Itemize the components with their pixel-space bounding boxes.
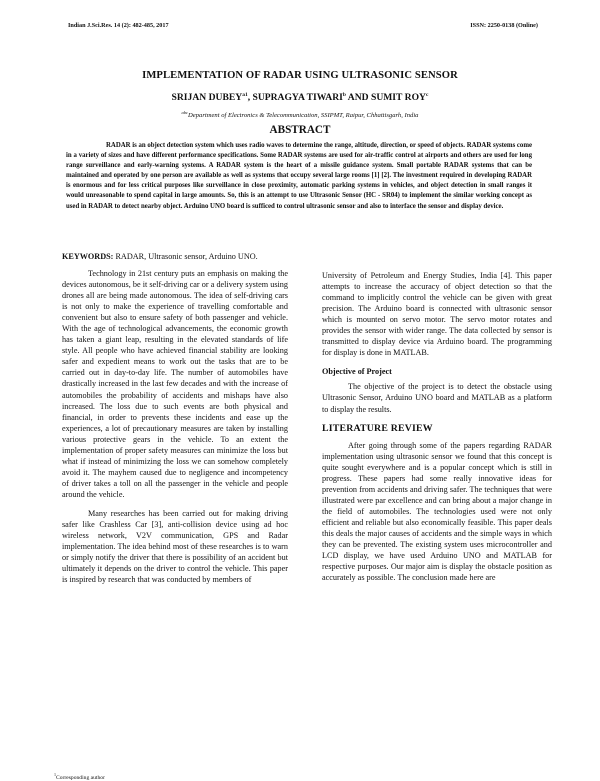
issn: ISSN: 2250-0138 (Online) (470, 22, 538, 29)
author-name: SRIJAN DUBEY (171, 92, 243, 104)
author-separator: , (247, 92, 253, 104)
footnote-text: Corresponding author (56, 774, 105, 781)
literature-review-heading: LITERATURE REVIEW (322, 422, 433, 434)
paper-title: IMPLEMENTATION OF RADAR USING ULTRASONIC SENSOR (142, 70, 458, 81)
journal-citation: Indian J.Sci.Res. 14 (2): 482-485, 2017 (68, 22, 169, 29)
author-name: SUMIT ROY (370, 92, 426, 104)
abstract-text: RADAR is an object detection system which uses radio waves to determine the range, altitude, direction, or speed of objects. RADAR systems come in a variety of sizes and have different performance specifications. Some RADAR systems are used for air-traffic control at airports and others are used for long range surveillance and early-warning systems. A RADAR system is the heart of a missile guidance system. Small portable RADAR systems that can be maintained and operated by one person are available as well as systems that occupy several large rooms [1] [2]. The investment required in developing RADAR is enormous and for less critical purposes like surveillance in close proximity, automatic parking systems in vehicles, and object detection in small ranges it would unreasonable to spend capital in large amounts. So, this is an attempt to use Ultrasonic Sensor (HC - SR04) to implement the similar working concept as used in RADAR to detect nearby object. Arduino UNO board is sufficed to control ultrasonic sensor and also to interface the sensor and display device. (66, 142, 533, 210)
intro-paragraph-continued: University of Petroleum and Energy Studies, India [4]. This paper attempts to increase the accuracy of object detection so that the command to implicitly control the vehicle can be given with great precision. The Arduino board is connected with ultrasonic sensor which is mounted on servo motor. The servo motor rotates and provides the sensor with wider range. The data collected by sensor is transmitted to display device via Arduino board. The programming for display is done in MATLAB. (322, 271, 552, 358)
footnote (54, 772, 105, 781)
left-column (62, 268, 288, 593)
literature-review-paragraph: After going through some of the papers regarding RADAR implementation using ultrasonic sensor we found that this concept is quite sought everywhere and is a popular concept which is still in progress. These papers had some really innovative ideas for prevention from accidents and driving safer. The techniques that were illustrated were par excellence and can bring about a major change in the field of automobiles. The technologies used were not only efficient and reliable but also economically feasible. This paper deals this deals the major causes of accidents and the simple ways in which they can be prevented. The existing system uses microcontroller and LCD display, we have used Arduino UNO and MATLAB for respective purposes. Our major aim is display the obstacle position as accurately as possible. The conclusion made here are (322, 440, 552, 583)
keywords-text: RADAR, Ultrasonic sensor, Arduino UNO. (113, 252, 258, 261)
keywords (62, 252, 362, 261)
intro-paragraph: Many researches has been carried out for making driving safer like Crashless Car [3], anti-collision device using ad hoc wireless network, V2V communication, GPS and Radar implementation. The idea behind most of these researches is to warn or simply notify the driver that there is possibility of an accident but ultimately it depends on the driver to control the vehicle. This paper is inspired by research that was conducted by members of (62, 508, 288, 585)
keywords-label: KEYWORDS: (62, 252, 114, 261)
author-affil-mark: b (342, 92, 346, 98)
objective-paragraph: The objective of the project is to detect the obstacle using Ultrasonic Sensor, Arduino UNO board and MATLAB as a platform to display the results. (322, 382, 552, 414)
author-affil-mark: c (425, 92, 429, 98)
right-column (322, 270, 552, 591)
objective-heading: Objective of Project (322, 367, 392, 377)
affiliation-text: Department of Electronics & Telecommunication, SSIPMT, Raipur, Chhattisgarh, India (188, 112, 419, 120)
author-separator: AND (345, 92, 371, 104)
intro-paragraph: Technology in 21st century puts an emphasis on making the devices autonomous, be it self-driving car or a delivery system using drones all are being made autonomous. The idea of self-driving cars is not only to make the experience of travelling comfortable and convenient but also to ensure safety of both passenger and vehicle. With the age of technological advancements, the economic growth has taken a giant leap, resulting in the elevated standards of life style. All people who have achieved financial stability are looking safer and expedient means to work out the tasks that are to be carried out in day-to-day life. The number of automobiles have drastically increased in the last few decades and with the increase of automobiles the probability of accidents and mishaps have also increased. The loss due to such events are both physical and financial, in order to prevents these incidents and ease up the experiences, a lot of precautionary measures are taken by installing various protective gears in the vehicle. To an extent the implementation of proper safety measures can minimize the loss but what if instead of minimizing the loss we can somehow completely avoid it. The mayhem caused due to negligence and incompetency of driver takes a toll on all the passenger in the vehicle and people around the vehicle. (62, 269, 288, 499)
affiliation (0, 110, 600, 119)
affiliation-mark: abc (181, 110, 189, 115)
authors (0, 92, 600, 103)
abstract-heading: ABSTRACT (269, 124, 331, 136)
author-name: SUPRAGYA TIWARI (252, 92, 343, 104)
author-affil-mark: a1 (242, 92, 248, 98)
footnote-mark: 1 (54, 772, 56, 777)
